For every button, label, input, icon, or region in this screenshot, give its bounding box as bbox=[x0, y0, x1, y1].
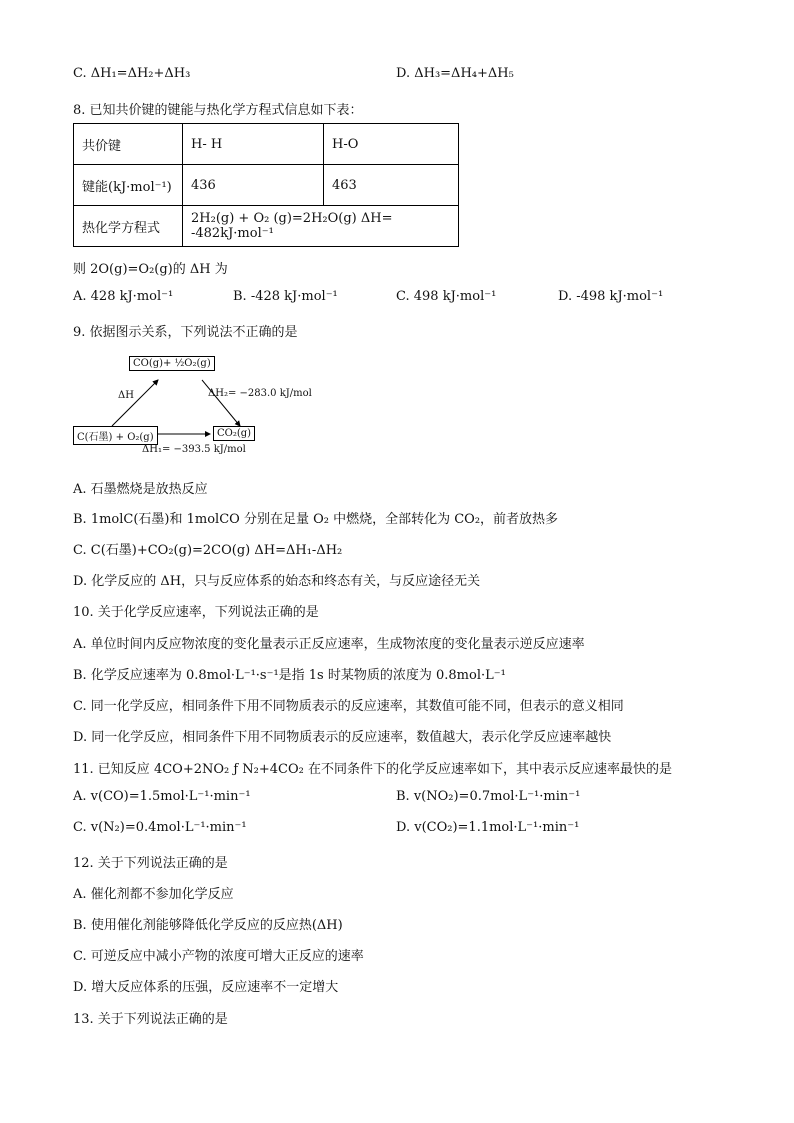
q11-option-d: D. v(CO₂)=1.1mol·L⁻¹·min⁻¹ bbox=[396, 820, 580, 835]
table-cell: 2H₂(g) + O₂ (g)=2H₂O(g) ΔH= -482kJ·mol⁻¹ bbox=[183, 206, 459, 247]
table-row bbox=[74, 165, 459, 206]
q7-option-d: D. ΔH₃=ΔH₄+ΔH₅ bbox=[396, 66, 514, 81]
q10-option-d: D. 同一化学反应，相同条件下用不同物质表示的反应速率，数值越大，表示化学反应速率越快 bbox=[73, 730, 612, 745]
q9-enthalpy-diagram bbox=[72, 352, 332, 462]
q8-option-d: D. -498 kJ·mol⁻¹ bbox=[558, 289, 664, 304]
q10-option-a: A. 单位时间内反应物浓度的变化量表示正反应速率，生成物浓度的变化量表示逆反应速率 bbox=[73, 637, 585, 652]
q10-option-c: C. 同一化学反应，相同条件下用不同物质表示的反应速率，其数值可能不同，但表示的意义相同 bbox=[73, 699, 624, 714]
q12-option-a: A. 催化剂都不参加化学反应 bbox=[73, 887, 234, 902]
q9-option-d: D. 化学反应的 ΔH，只与反应体系的始态和终态有关，与反应途径无关 bbox=[73, 574, 481, 589]
q11-option-b: B. v(NO₂)=0.7mol·L⁻¹·min⁻¹ bbox=[396, 789, 581, 804]
q8-question: 则 2O(g)=O₂(g)的 ΔH 为 bbox=[73, 262, 228, 277]
q8-option-a: A. 428 kJ·mol⁻¹ bbox=[73, 289, 174, 304]
q11-option-c: C. v(N₂)=0.4mol·L⁻¹·min⁻¹ bbox=[73, 820, 247, 835]
top-box: CO(g)+ ½O₂(g) bbox=[129, 356, 215, 371]
q8-bond-table bbox=[73, 123, 459, 247]
right-box: CO₂(g) bbox=[213, 426, 255, 441]
q7-option-c: C. ΔH₁=ΔH₂+ΔH₃ bbox=[73, 66, 191, 81]
table-row bbox=[74, 206, 459, 247]
q10-stem: 10. 关于化学反应速率，下列说法正确的是 bbox=[73, 605, 319, 620]
table-row bbox=[74, 124, 459, 165]
left-box: C(石墨) + O₂(g) bbox=[73, 426, 158, 445]
q11-stem: 11. 已知反应 4CO+2NO₂ ƒ N₂+4CO₂ 在不同条件下的化学反应速率如下，其中表示反应速率最快的是 bbox=[73, 762, 672, 777]
table-cell: 463 bbox=[324, 165, 459, 206]
q9-option-a: A. 石墨燃烧是放热反应 bbox=[73, 482, 208, 497]
q8-option-c: C. 498 kJ·mol⁻¹ bbox=[396, 289, 497, 304]
table-cell: 热化学方程式 bbox=[74, 206, 183, 247]
right-label: ΔH₂= −283.0 kJ/mol bbox=[208, 388, 312, 399]
table-cell: 436 bbox=[183, 165, 324, 206]
q9-stem: 9. 依据图示关系，下列说法不正确的是 bbox=[73, 325, 298, 340]
table-cell: H- H bbox=[183, 124, 324, 165]
bottom-label: ΔH₁= −393.5 kJ/mol bbox=[142, 444, 246, 455]
q13-stem: 13. 关于下列说法正确的是 bbox=[73, 1012, 228, 1027]
left-label: ΔH bbox=[118, 390, 134, 401]
table-cell: H-O bbox=[324, 124, 459, 165]
q8-option-b: B. -428 kJ·mol⁻¹ bbox=[233, 289, 338, 304]
q12-option-d: D. 增大反应体系的压强，反应速率不一定增大 bbox=[73, 980, 339, 995]
q8-stem: 8. 已知共价键的键能与热化学方程式信息如下表： bbox=[73, 103, 363, 118]
q11-option-a: A. v(CO)=1.5mol·L⁻¹·min⁻¹ bbox=[73, 789, 251, 804]
table-cell: 键能(kJ·mol⁻¹) bbox=[74, 165, 183, 206]
q12-option-c: C. 可逆反应中减小产物的浓度可增大正反应的速率 bbox=[73, 949, 364, 964]
q12-stem: 12. 关于下列说法正确的是 bbox=[73, 856, 228, 871]
q12-option-b: B. 使用催化剂能够降低化学反应的反应热(ΔH) bbox=[73, 918, 343, 933]
q10-option-b: B. 化学反应速率为 0.8mol·L⁻¹·s⁻¹是指 1s 时某物质的浓度为 0.8mol·L⁻¹ bbox=[73, 668, 506, 683]
table-cell: 共价键 bbox=[74, 124, 183, 165]
q9-option-b: B. 1molC(石墨)和 1molCO 分别在足量 O₂ 中燃烧，全部转化为 CO₂，前者放热多 bbox=[73, 512, 559, 527]
q9-option-c: C. C(石墨)+CO₂(g)=2CO(g) ΔH=ΔH₁-ΔH₂ bbox=[73, 543, 343, 558]
